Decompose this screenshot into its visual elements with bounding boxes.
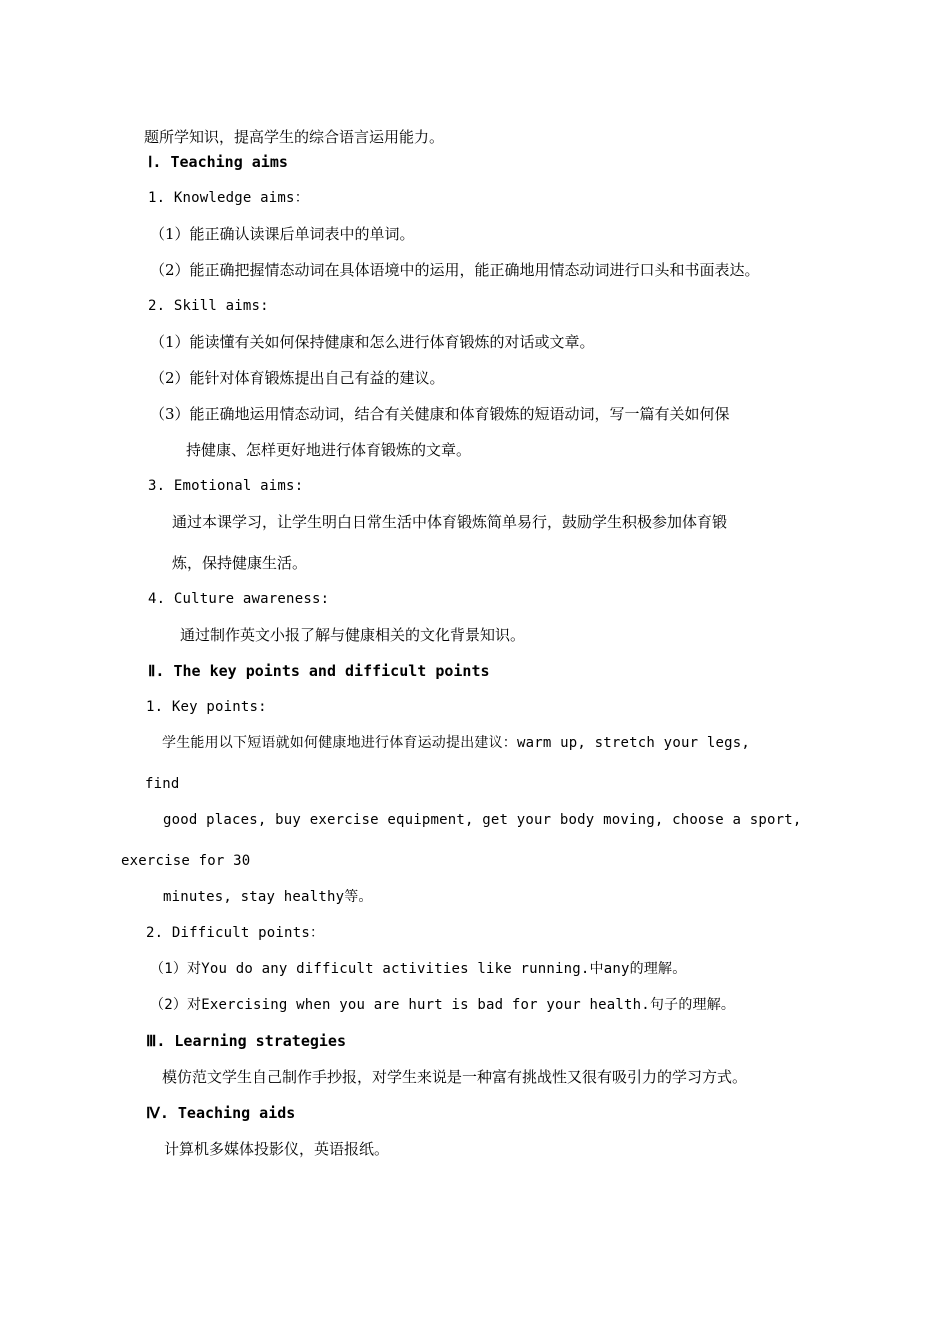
skill-aim-item: （2）能针对体育锻炼提出自己有益的建议。	[150, 369, 445, 387]
skill-aim-item: （1）能读懂有关如何保持健康和怎么进行体育锻炼的对话或文章。	[150, 333, 595, 351]
key-points-line: exercise for 30	[121, 853, 251, 869]
section-heading-teaching-aids: Ⅳ. Teaching aids	[146, 1104, 296, 1122]
emotional-aim-text: 通过本课学习，让学生明白日常生活中体育锻炼简单易行，鼓励学生积极参加体育锻	[172, 513, 728, 531]
skill-aims-title: 2. Skill aims:	[148, 298, 269, 314]
key-points-line: minutes, stay healthy等。	[163, 889, 373, 905]
culture-awareness-title: 4. Culture awareness:	[148, 591, 330, 607]
section-heading-key-points: Ⅱ. The key points and difficult points	[148, 662, 490, 680]
skill-aim-item-continuation: 持健康、怎样更好地进行体育锻炼的文章。	[186, 441, 472, 459]
learning-strategies-text: 模仿范文学生自己制作手抄报，对学生来说是一种富有挑战性又很有吸引力的学习方式。	[162, 1068, 748, 1086]
intro-tail-text: 题所学知识，提高学生的综合语言运用能力。	[144, 128, 445, 146]
difficult-points-title: 2. Difficult points：	[146, 925, 325, 941]
key-points-line: find	[145, 776, 180, 792]
knowledge-aim-item: （2）能正确把握情态动词在具体语境中的运用，能正确地用情态动词进行口头和书面表达。	[150, 261, 760, 279]
knowledge-aim-item: （1）能正确认读课后单词表中的单词。	[150, 225, 415, 243]
key-points-line: 学生能用以下短语就如何健康地进行体育运动提出建议：warm up, stretch your legs,	[162, 735, 750, 751]
difficult-point-item: （1）对You do any difficult activities like running.中any的理解。	[150, 961, 687, 977]
culture-awareness-text: 通过制作英文小报了解与健康相关的文化背景知识。	[180, 626, 526, 644]
key-points-line: good places, buy exercise equipment, get your body moving, choose a sport,	[163, 812, 802, 828]
difficult-point-item: （2）对Exercising when you are hurt is bad for your health.句子的理解。	[150, 997, 736, 1013]
key-points-title: 1. Key points:	[146, 699, 267, 715]
skill-aim-item: （3）能正确地运用情态动词，结合有关健康和体育锻炼的短语动词，写一篇有关如何保	[150, 405, 730, 423]
knowledge-aims-title: 1. Knowledge aims：	[148, 190, 309, 206]
section-heading-teaching-aims: Ⅰ. Teaching aims	[148, 153, 288, 171]
emotional-aims-title: 3. Emotional aims:	[148, 478, 304, 494]
section-heading-learning-strategies: Ⅲ. Learning strategies	[146, 1032, 346, 1050]
emotional-aim-text-continuation: 炼，保持健康生活。	[172, 554, 308, 572]
teaching-aids-text: 计算机多媒体投影仪，英语报纸。	[164, 1140, 390, 1158]
